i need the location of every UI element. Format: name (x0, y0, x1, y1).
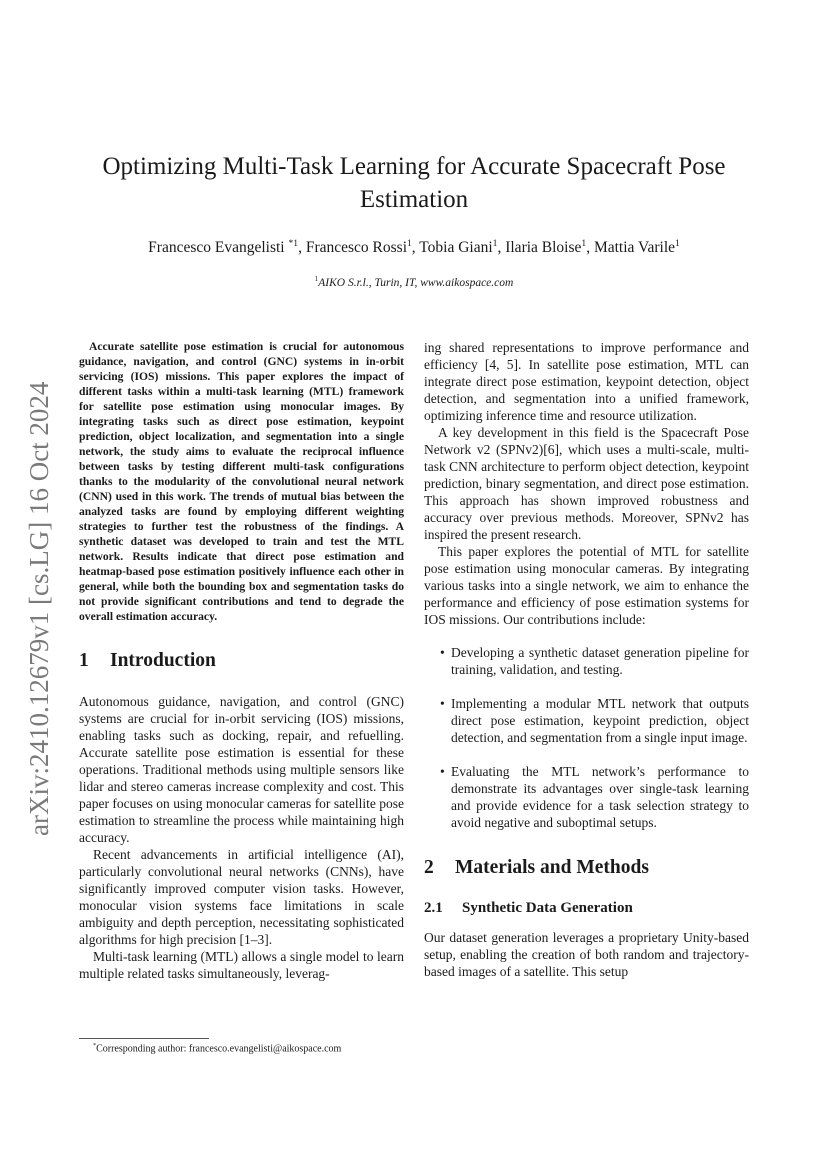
left-column (79, 339, 404, 982)
section-title: Materials and Methods (455, 857, 649, 878)
author-mark: 1 (581, 238, 587, 249)
body-paragraph: Autonomous guidance, navigation, and control (GNC) systems are crucial for in-orbit servicing (IOS) missions, enabling tasks such as docking, repair, and refuelling. Accurate satellite pose estimation is essential for these operations. Traditional methods using multiple sensors like lidar and stereo cameras increase complexity and cost. This paper focuses on using monocular cameras for satellite pose estimation to streamline the process while maintaining high accuracy. (79, 694, 404, 845)
subsection-title: Synthetic Data Generation (462, 900, 633, 916)
right-column (424, 339, 749, 980)
footnote-mark: * (93, 1042, 97, 1049)
abstract: Accurate satellite pose estimation is crucial for autonomous guidance, navigation, and control (GNC) systems in in-orbit servicing (IOS) missions. This paper explores the impact of different tasks within a multi-task learning (MTL) framework for satellite pose estimation using monocular images. By integrating tasks such as direct pose estimation, keypoint prediction, object localization, and segmentation into a single network, the study aims to evaluate the reciprocal influence between tasks by testing different multi-task configurations thanks to the modularity of the convolutional neural network (CNN) used in this work. The trends of mutual bias between the analyzed tasks are found by employing different weighting strategies to further test the robustness of the findings. A synthetic dataset was developed to train and test the MTL network. Results indicate that direct pose estimation and heatmap-based pose estimation positively influence each other in general, while both the bounding box and segmentation tasks do not provide significant contributions and tend to degrade the overall estimation accuracy. (79, 340, 404, 623)
author-name: Francesco Rossi (305, 239, 407, 257)
subsection-heading (424, 900, 749, 917)
footnote-divider (79, 1038, 209, 1039)
affiliation-mark: 1 (314, 275, 319, 283)
list-item (424, 763, 749, 831)
arxiv-identifier: arXiv:2410.12679v1 [cs.LG] 16 Oct 2024 (24, 381, 54, 837)
body-paragraph: This paper explores the potential of MTL for satellite pose estimation using monocular cameras. By integrating various tasks into a single network, we aim to enhance the performance and efficiency of pose estimation systems for IOS missions. Our contributions include: (424, 544, 749, 627)
body-paragraph: A key development in this field is the Spacecraft Pose Network v2 (SPNv2)[6], which uses a multi-scale, multi-task CNN architecture to perform object detection, keypoint prediction, binary segmentation, and direct pose estimation. This approach has shown improved robustness and accuracy over previous methods. Moreover, SPNv2 has inspired the present research. (424, 425, 749, 542)
section-heading-introduction (79, 652, 404, 669)
list-item (424, 695, 749, 746)
author-name: Ilaria Bloise (505, 239, 582, 257)
footnote-text: Corresponding author: francesco.evangelisti@aikospace.com (96, 1043, 342, 1055)
section-number: 1 (79, 650, 89, 671)
body-paragraph: ing shared representations to improve performance and efficiency [4, 5]. In satellite pose estimation, MTL can integrate direct pose estimation, keypoint detection, object detection, and segmentation into a unified framework, optimizing inference time and resource utilization. (424, 340, 749, 423)
paper-title: Optimizing Multi-Task Learning for Accurate Spacecraft Pose Estimation (102, 153, 726, 213)
contributions-list (424, 644, 749, 831)
section-title: Introduction (110, 650, 216, 671)
bullet-icon: • (440, 696, 445, 711)
bullet-icon: • (440, 764, 445, 779)
list-item (424, 644, 749, 678)
list-item-text: Evaluating the MTL network’s performance to demonstrate its advantages over single-task learning and provide evidence for a task selection strategy to avoid negative and suboptimal setups. (451, 764, 749, 830)
author-name: Mattia Varile (593, 239, 676, 257)
author-mark: 1 (675, 238, 680, 249)
bullet-icon: • (440, 645, 445, 660)
author-mark: 1 (492, 238, 498, 249)
author-name: Francesco Evangelisti (148, 239, 285, 257)
body-paragraph: Our dataset generation leverages a proprietary Unity-based setup, enabling the creation of both random and trajectory-based images of a satellite. This setup (424, 930, 749, 979)
list-item-text: Developing a synthetic dataset generation pipeline for training, validation, and testing. (451, 645, 749, 677)
affiliation (60, 275, 768, 289)
author-name: Tobia Giani (419, 239, 493, 257)
body-paragraph: Recent advancements in artificial intelligence (AI), particularly convolutional neural networks (CNNs), have significantly improved computer vision tasks. However, monocular vision systems face limitations in scale ambiguity and depth perception, necessitating sophisticated algorithms for high precision [1–3]. (79, 847, 404, 947)
author-mark: 1 (407, 238, 412, 249)
subsection-number: 2.1 (424, 900, 443, 916)
section-number: 2 (424, 857, 434, 878)
author-mark: *1 (288, 238, 299, 249)
list-item-text: Implementing a modular MTL network that outputs direct pose estimation, keypoint prediction, object detection, and segmentation from a single input image. (451, 696, 749, 745)
affiliation-text: AIKO S.r.l., Turin, IT, www.aikospace.com (318, 276, 514, 289)
author-list: Francesco Evangelisti $^{*1}$, Francesco Rossi$^1$, Tobia Giani$^1$, Ilaria Bloise$^1$, Mattia Varile$^1$ (148, 238, 680, 257)
footnote (93, 1042, 413, 1054)
body-paragraph: Multi-task learning (MTL) allows a single model to learn multiple related tasks simultaneously, leverag- (79, 949, 404, 981)
section-heading-materials-methods (424, 859, 749, 876)
